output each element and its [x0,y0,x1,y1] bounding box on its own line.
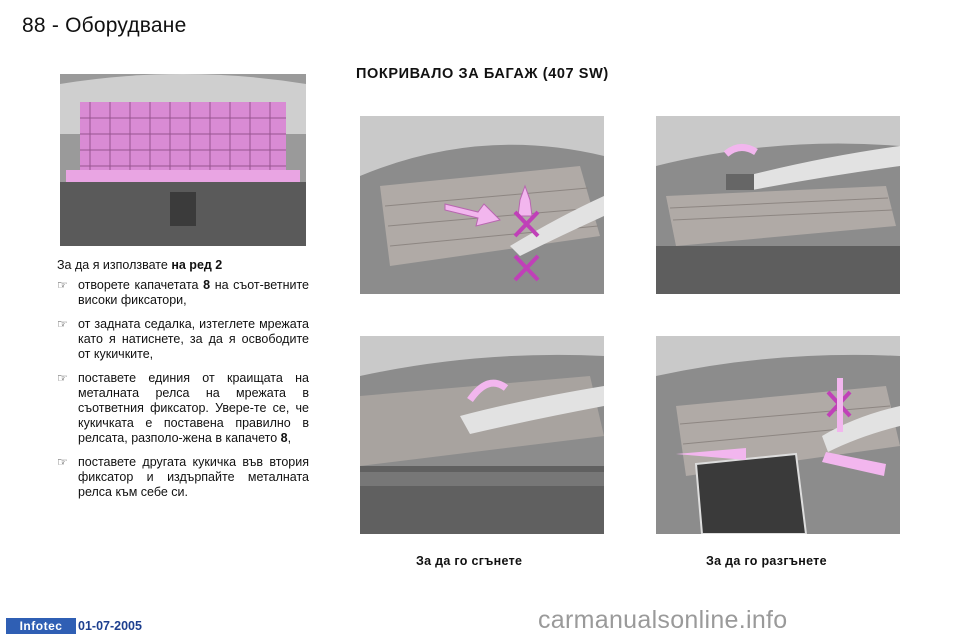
header-separator: - [51,14,60,37]
cover-stow-illustration [360,336,604,534]
infotec-logo: Infotec [6,618,76,634]
hand-pointer-icon: ☞ [57,455,68,469]
page-header [22,14,186,38]
step-item: ☞ отворете капачетата 8 на съот-ветните високи фиксатори, [57,278,309,307]
hand-pointer-icon: ☞ [57,278,68,292]
footer-date: 01-07-2005 [78,619,142,633]
unfold-step-photo [656,336,900,534]
caption-fold: За да го сгънете [416,554,523,568]
step-item: ☞ поставете единия от краищата на металната релса на мрежата в съответния фиксатор. Увере-те се, че кукичката е поставена правилно в релсата, разполо-жена в капачето 8, [57,371,309,445]
luggage-net-photo [60,74,306,246]
step-item: ☞ поставете другата кукичка във втория фиксатор и издърпайте металната релса към себе си. [57,455,309,499]
fold-step-photo-1 [360,116,604,294]
cover-lift-illustration [656,116,900,294]
section-name: Оборудване [65,14,187,37]
cover-unfold-illustration [656,336,900,534]
intro-bold: на ред 2 [171,258,223,272]
instruction-steps [57,278,309,509]
intro-line [57,258,222,272]
cover-fold-illustration [360,116,604,294]
watermark: carmanualsonline.info [538,606,788,634]
step-item: ☞ от задната седалка, изтеглете мрежата като я натиснете, за да я освободите от кукичките, [57,317,309,361]
fold-step-photo-2 [656,116,900,294]
page-number: 88 [22,14,46,37]
hand-pointer-icon: ☞ [57,371,68,385]
hand-pointer-icon: ☞ [57,317,68,331]
luggage-net-illustration [60,74,306,246]
section-title: ПОКРИВАЛО ЗА БАГАЖ (407 SW) [356,66,609,82]
intro-text: За да я използвате [57,258,168,272]
fold-step-photo-3 [360,336,604,534]
caption-unfold: За да го разгънете [706,554,827,568]
